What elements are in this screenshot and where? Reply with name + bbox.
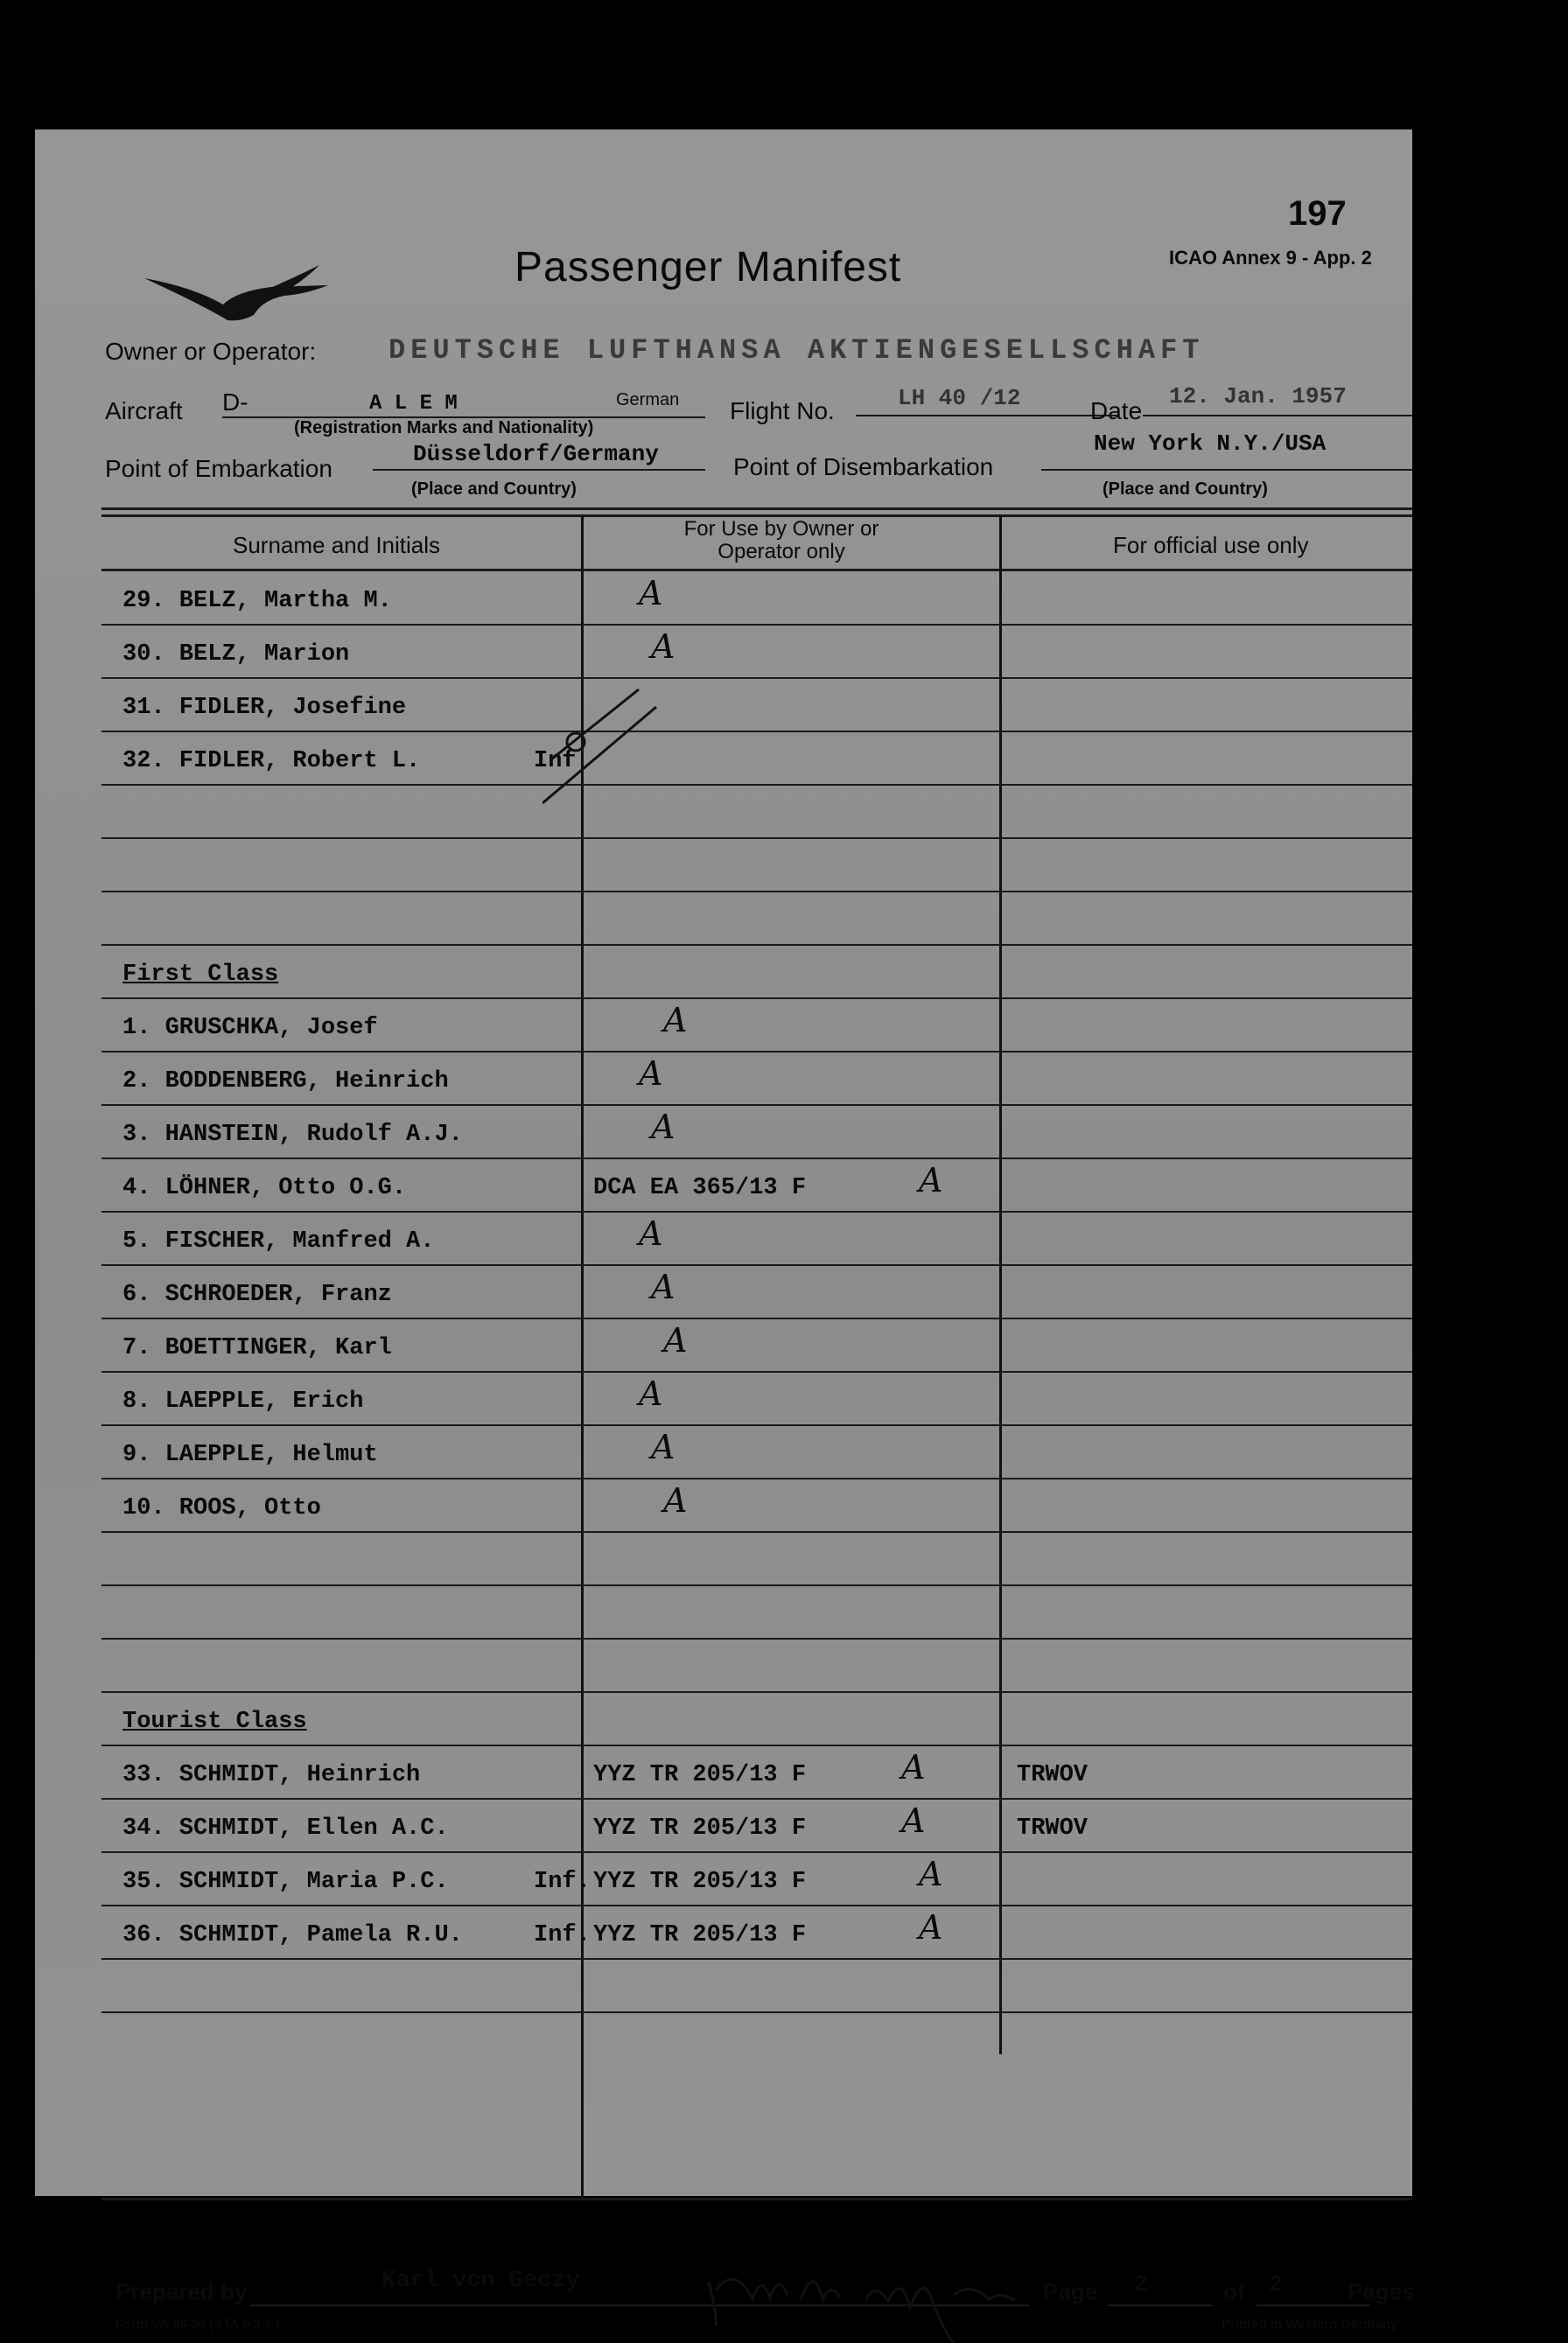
aircraft-registration: A L E M [369,392,458,416]
strike-through-mark [542,672,665,812]
aircraft-caption: (Registration Marks and Nationality) [294,418,594,437]
check-mark: A [651,1428,676,1466]
column-divider-2 [999,514,1002,2054]
flight-value: LH 40 /12 [898,385,1021,411]
operator-code: YYZ TR 205/13 F [593,1922,807,1948]
of-value: 2 [1269,2271,1283,2298]
column-header-official-use: For official use only [1113,532,1309,558]
row-rule [102,1905,1412,1906]
row-rule [102,891,1412,892]
row-rule [102,677,1412,679]
aircraft-label: Aircraft [105,397,183,424]
prepared-by-label: Prepared by [116,2278,248,2305]
check-mark: A [639,574,663,612]
embarkation-value: Düsseldorf/Germany [413,441,659,467]
row-rule [102,1158,1412,1159]
row-rule [102,1371,1412,1373]
passenger-name: 35. SCHMIDT, Maria P.C. [122,1869,449,1895]
row-rule [102,837,1412,839]
operator-code: YYZ TR 205/13 F [593,1869,807,1895]
of-label: of [1223,2278,1245,2305]
row-rule [102,1798,1412,1800]
passenger-name: 8. LAEPPLE, Erich [122,1388,364,1415]
row-rule [102,1584,1412,1586]
operator-code: DCA EA 365/13 F [593,1175,807,1201]
row-rule [102,731,1412,732]
printed-note: Printed in Western Germany [1222,2317,1398,2332]
date-label: Date [1090,397,1143,424]
crane-logo-icon [140,252,332,331]
check-mark: A [919,1161,943,1199]
check-mark: A [639,1374,663,1413]
row-rule [102,1531,1412,1533]
row-rule [102,1424,1412,1426]
passenger-name: 6. SCHROEDER, Franz [122,1282,392,1308]
form-identifier: Form VA 86-56 (STA 9.3.3.) [116,2317,280,2332]
passenger-name: 36. SCHMIDT, Pamela R.U. [122,1922,463,1948]
embarkation-label: Point of Embarkation [105,455,332,482]
page-title: Passenger Manifest [514,244,902,290]
check-mark: A [919,1908,943,1947]
page-number: 197 [1288,194,1347,233]
passenger-name: 5. FISCHER, Manfred A. [122,1228,435,1255]
manifest-document [35,129,1415,2332]
row-rule [102,1478,1412,1479]
infant-note: Inf [534,748,577,774]
row-rule [102,1051,1412,1053]
row-rule [102,1104,1412,1106]
check-mark: A [651,1108,676,1146]
aircraft-nationality: German [616,390,680,409]
passenger-name: 1. GRUSCHKA, Josef [122,1015,378,1041]
row-rule [102,784,1412,786]
check-mark: A [639,1214,663,1253]
official-note: TRWOV [1017,1762,1088,1788]
passenger-name: 29. BELZ, Martha M. [122,588,392,614]
passenger-name: 30. BELZ, Marion [122,641,350,668]
column-header-owner-use: For Use by Owner or Operator only [683,517,879,563]
row-rule [102,1211,1412,1213]
check-mark: A [651,627,676,666]
official-note: TRWOV [1017,1815,1088,1842]
check-mark: A [663,1001,688,1039]
passenger-name: 31. FIDLER, Josefine [122,695,407,721]
row-rule [102,1851,1412,1853]
row-rule [102,1958,1412,1960]
disembarkation-label: Point of Disembarkation [733,453,994,480]
page-label: Page [1043,2278,1098,2305]
passenger-name: 3. HANSTEIN, Rudolf A.J. [122,1122,463,1148]
operator-code: YYZ TR 205/13 F [593,1815,807,1842]
check-mark: A [663,1321,688,1360]
passenger-name: 34. SCHMIDT, Ellen A.C. [122,1815,449,1842]
flight-label: Flight No. [730,397,835,424]
check-mark: A [901,1801,926,1840]
passenger-name: 7. BOETTINGER, Karl [122,1335,392,1361]
operator-code: YYZ TR 205/13 F [593,1762,807,1788]
date-value: 12. Jan. 1957 [1169,383,1347,409]
embarkation-caption: (Place and Country) [411,479,577,499]
row-rule [102,1638,1412,1640]
check-mark: A [663,1481,688,1520]
passenger-name: 33. SCHMIDT, Heinrich [122,1762,421,1788]
infant-note: Inf. [534,1922,591,1948]
signature-image [700,2247,1032,2343]
passenger-name: 9. LAEPPLE, Helmut [122,1442,378,1468]
passenger-name: 32. FIDLER, Robert L. [122,748,421,774]
row-rule [102,1745,1412,1746]
section-heading: Tourist Class [122,1709,307,1735]
row-rule [102,1691,1412,1693]
disembarkation-caption: (Place and Country) [1102,479,1268,499]
row-rule [102,2011,1412,2013]
passenger-name: 10. ROOS, Otto [122,1495,321,1521]
check-mark: A [651,1268,676,1306]
annex-reference: ICAO Annex 9 - App. 2 [1169,247,1372,269]
row-rule [102,624,1412,626]
row-rule [102,997,1412,999]
aircraft-prefix: D- [222,388,248,416]
check-mark: A [919,1855,943,1893]
row-rule [102,1318,1412,1319]
passenger-name: 2. BODDENBERG, Heinrich [122,1068,449,1095]
pages-label: Pages [1348,2278,1415,2305]
check-mark: A [639,1054,663,1093]
row-rule [102,1264,1412,1266]
operator-label: Owner or Operator: [105,338,317,365]
section-heading: First Class [122,962,279,988]
disembarkation-value: New York N.Y./USA [1094,430,1326,457]
infant-note: Inf. [534,1869,591,1895]
row-rule [102,944,1412,946]
column-header-surname: Surname and Initials [233,532,441,558]
passenger-name: 4. LÖHNER, Otto O.G. [122,1175,407,1201]
page-value: 2 [1134,2271,1148,2298]
check-mark: A [901,1748,926,1787]
operator-value: DEUTSCHE LUFTHANSA AKTIENGESELLSCHAFT [388,334,1205,367]
prepared-by-value: Karl von Geczy [382,2268,580,2294]
